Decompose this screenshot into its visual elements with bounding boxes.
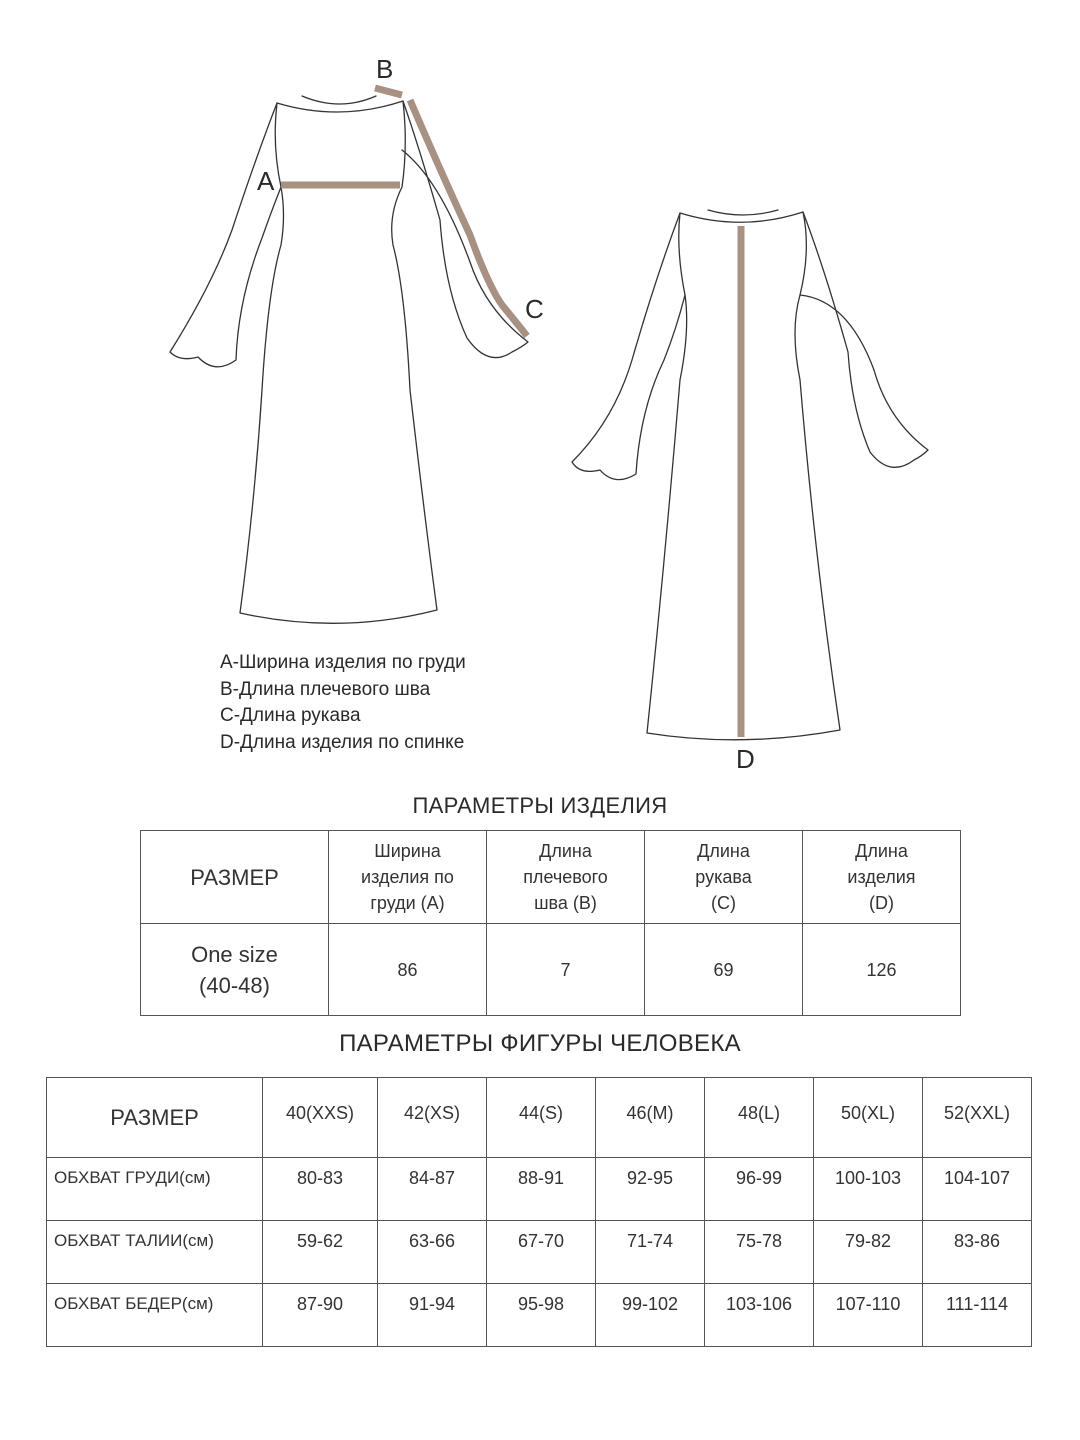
back-left-sleeve — [572, 213, 685, 480]
value-a: 86 — [329, 924, 487, 1016]
label-c: C — [525, 294, 544, 324]
value-c: 69 — [645, 924, 803, 1016]
table-cell: 87-90 — [263, 1284, 378, 1347]
table-cell: 59-62 — [263, 1221, 378, 1284]
product-params-header-row — [141, 831, 961, 924]
table-cell: 80-83 — [263, 1158, 378, 1221]
back-right-sleeve — [800, 212, 928, 467]
measure-b-band — [375, 88, 402, 95]
label-b: B — [376, 54, 394, 84]
table-cell: 99-102 — [596, 1284, 705, 1347]
size-col-header: 46(M) — [596, 1078, 705, 1158]
measure-c-band — [410, 100, 527, 336]
row-label: ОБХВАТ ТАЛИИ(см) — [47, 1221, 263, 1284]
product-params-value-row — [141, 924, 961, 1016]
front-view — [170, 96, 528, 623]
row-label: ОБХВАТ ГРУДИ(см) — [47, 1158, 263, 1221]
col-d-line: (D) — [869, 893, 894, 913]
value-b: 7 — [487, 924, 645, 1016]
size-line: (40-48) — [199, 972, 270, 998]
body-params-size-header: РАЗМЕР — [47, 1078, 263, 1158]
table-cell: 92-95 — [596, 1158, 705, 1221]
legend-item-b: B-Длина плечевого шва — [220, 678, 431, 700]
legend-item-a: A-Ширина изделия по груди — [220, 652, 466, 673]
col-a-line: Ширина — [374, 841, 441, 861]
size-col-header: 42(XS) — [378, 1078, 487, 1158]
value-d: 126 — [803, 924, 961, 1016]
col-d-line: изделия — [847, 867, 916, 887]
col-b-line: Длина — [539, 841, 592, 861]
product-params-col-a — [329, 831, 487, 924]
table-cell: 111-114 — [923, 1284, 1032, 1347]
table-cell: 88-91 — [487, 1158, 596, 1221]
col-c-line: (С) — [711, 893, 736, 913]
table-cell: 100-103 — [814, 1158, 923, 1221]
table-cell: 75-78 — [705, 1221, 814, 1284]
table-cell: 103-106 — [705, 1284, 814, 1347]
size-col-header: 40(XXS) — [263, 1078, 378, 1158]
table-cell: 96-99 — [705, 1158, 814, 1221]
label-a: A — [257, 166, 275, 196]
front-neckline — [302, 96, 376, 104]
table-cell: 83-86 — [923, 1221, 1032, 1284]
body-params-title: ПАРАМЕТРЫ ФИГУРЫ ЧЕЛОВЕКА — [339, 1030, 741, 1057]
back-neckline — [708, 210, 778, 215]
product-params-size-header: РАЗМЕР — [141, 831, 329, 924]
product-params-col-b — [487, 831, 645, 924]
label-d: D — [736, 744, 755, 774]
table-cell: 67-70 — [487, 1221, 596, 1284]
col-b-line: плечевого — [523, 867, 608, 887]
col-c-line: рукава — [695, 867, 752, 887]
table-cell: 71-74 — [596, 1221, 705, 1284]
product-params-size-cell — [141, 924, 329, 1016]
product-params-col-c — [645, 831, 803, 924]
size-col-header: 50(XL) — [814, 1078, 923, 1158]
body-params-header-row — [47, 1078, 1032, 1158]
col-b-line: шва (В) — [534, 893, 597, 913]
front-left-sleeve — [170, 103, 281, 367]
product-params-title: ПАРАМЕТРЫ ИЗДЕЛИЯ — [412, 793, 668, 818]
col-d-line: Длина — [855, 841, 908, 861]
table-row — [47, 1158, 1032, 1221]
size-col-header: 44(S) — [487, 1078, 596, 1158]
table-cell: 84-87 — [378, 1158, 487, 1221]
size-col-header: 48(L) — [705, 1078, 814, 1158]
table-cell: 79-82 — [814, 1221, 923, 1284]
table-cell: 107-110 — [814, 1284, 923, 1347]
legend-item-d: D-Длина изделия по спинке — [220, 731, 465, 753]
size-col-header: 52(XXL) — [923, 1078, 1032, 1158]
size-line: One size — [191, 941, 278, 967]
measurement-legend — [220, 650, 466, 756]
table-row — [47, 1284, 1032, 1347]
legend-item-c: C-Длина рукава — [220, 705, 361, 726]
table-cell: 104-107 — [923, 1158, 1032, 1221]
product-params-table — [140, 830, 961, 1016]
table-cell: 95-98 — [487, 1284, 596, 1347]
row-label: ОБХВАТ БЕДЕР(см) — [47, 1284, 263, 1347]
product-params-col-d — [803, 831, 961, 924]
table-cell: 63-66 — [378, 1221, 487, 1284]
col-a-line: груди (А) — [370, 893, 445, 913]
col-a-line: изделия по — [361, 867, 454, 887]
body-params-table — [46, 1077, 1032, 1347]
back-view — [572, 210, 928, 740]
table-cell: 91-94 — [378, 1284, 487, 1347]
table-row — [47, 1221, 1032, 1284]
col-c-line: Длина — [697, 841, 750, 861]
